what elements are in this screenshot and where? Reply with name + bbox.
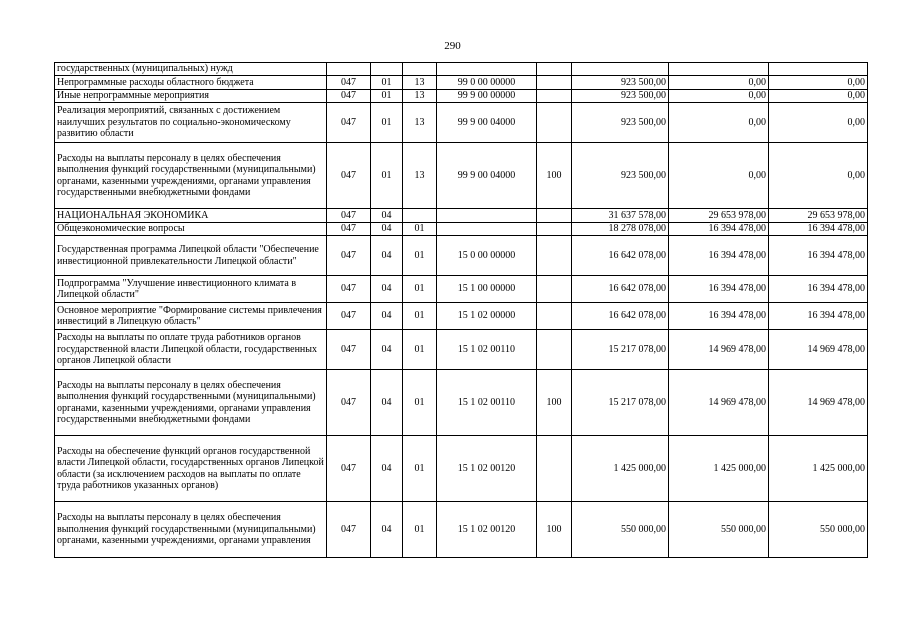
row-section-cell: 04 (371, 436, 403, 502)
row-name-cell: Иные непрограммные мероприятия (55, 90, 327, 103)
row-sum-3-cell: 29 653 978,00 (769, 209, 868, 223)
row-section-cell: 01 (371, 143, 403, 209)
row-target-article-cell (437, 223, 537, 236)
row-sum-1-cell: 16 642 078,00 (572, 276, 669, 303)
row-target-article-cell: 15 0 00 00000 (437, 236, 537, 276)
row-subsection-cell: 01 (403, 236, 437, 276)
row-subsection-cell: 01 (403, 276, 437, 303)
row-target-article-cell (437, 209, 537, 223)
row-sum-1-cell: 923 500,00 (572, 90, 669, 103)
row-sum-3-cell: 16 394 478,00 (769, 276, 868, 303)
row-sum-3-cell: 0,00 (769, 103, 868, 143)
table-row (55, 90, 868, 103)
row-target-article-cell: 99 9 00 04000 (437, 103, 537, 143)
row-name-cell: Подпрограмма "Улучшение инвестиционного климата в Липецкой области" (55, 276, 327, 303)
table-row (55, 63, 868, 76)
row-expense-type-cell (537, 209, 572, 223)
row-subsection-cell: 13 (403, 76, 437, 90)
row-sum-3-cell: 550 000,00 (769, 502, 868, 558)
row-subsection-cell: 01 (403, 436, 437, 502)
row-ved-cell: 047 (327, 209, 371, 223)
row-expense-type-cell: 100 (537, 502, 572, 558)
row-sum-1-cell: 15 217 078,00 (572, 370, 669, 436)
row-name-cell: Государственная программа Липецкой области "Обеспечение инвестиционной привлекательности Липецкой области" (55, 236, 327, 276)
table-row (55, 303, 868, 330)
row-expense-type-cell: 100 (537, 143, 572, 209)
table-row (55, 209, 868, 223)
row-expense-type-cell (537, 303, 572, 330)
row-sum-3-cell: 16 394 478,00 (769, 236, 868, 276)
row-section-cell: 04 (371, 236, 403, 276)
row-name-cell: Расходы на выплаты персоналу в целях обеспечения выполнения функций государственными (муниципальными) органами, казенными учреждениями, органами управления государственными внебюджетными фондами (55, 143, 327, 209)
row-sum-1-cell: 923 500,00 (572, 143, 669, 209)
row-sum-3-cell: 0,00 (769, 76, 868, 90)
row-sum-3-cell: 0,00 (769, 143, 868, 209)
row-sum-2-cell: 16 394 478,00 (669, 223, 769, 236)
row-subsection-cell: 13 (403, 90, 437, 103)
row-section-cell: 04 (371, 330, 403, 370)
row-expense-type-cell (537, 223, 572, 236)
row-section-cell: 04 (371, 209, 403, 223)
row-name-cell: Расходы на выплаты по оплате труда работников органов государственной власти Липецкой области, государственных органов Липецкой области (55, 330, 327, 370)
row-ved-cell: 047 (327, 370, 371, 436)
row-sum-2-cell: 29 653 978,00 (669, 209, 769, 223)
row-subsection-cell: 13 (403, 103, 437, 143)
row-section-cell: 01 (371, 90, 403, 103)
row-target-article-cell: 15 1 02 00110 (437, 330, 537, 370)
row-expense-type-cell (537, 103, 572, 143)
table-row (55, 370, 868, 436)
row-sum-2-cell: 0,00 (669, 143, 769, 209)
table-row (55, 436, 868, 502)
row-sum-1-cell (572, 63, 669, 76)
row-sum-3-cell: 16 394 478,00 (769, 303, 868, 330)
row-subsection-cell: 01 (403, 502, 437, 558)
row-expense-type-cell (537, 276, 572, 303)
row-expense-type-cell (537, 436, 572, 502)
row-ved-cell: 047 (327, 143, 371, 209)
row-sum-1-cell: 923 500,00 (572, 76, 669, 90)
row-sum-3-cell: 16 394 478,00 (769, 223, 868, 236)
row-expense-type-cell: 100 (537, 370, 572, 436)
row-target-article-cell: 15 1 02 00000 (437, 303, 537, 330)
row-sum-1-cell: 1 425 000,00 (572, 436, 669, 502)
row-target-article-cell: 99 9 00 00000 (437, 90, 537, 103)
row-name-cell: государственных (муниципальных) нужд (55, 63, 327, 76)
row-sum-3-cell: 14 969 478,00 (769, 370, 868, 436)
table-row (55, 143, 868, 209)
row-section-cell (371, 63, 403, 76)
row-sum-3-cell: 14 969 478,00 (769, 330, 868, 370)
row-target-article-cell (437, 63, 537, 76)
table-row (55, 502, 868, 558)
row-sum-2-cell: 550 000,00 (669, 502, 769, 558)
row-expense-type-cell (537, 330, 572, 370)
row-ved-cell: 047 (327, 436, 371, 502)
row-expense-type-cell (537, 90, 572, 103)
row-subsection-cell: 01 (403, 370, 437, 436)
row-target-article-cell: 99 9 00 04000 (437, 143, 537, 209)
row-ved-cell: 047 (327, 76, 371, 90)
row-sum-1-cell: 16 642 078,00 (572, 236, 669, 276)
row-ved-cell: 047 (327, 236, 371, 276)
row-sum-1-cell: 923 500,00 (572, 103, 669, 143)
row-ved-cell: 047 (327, 502, 371, 558)
row-ved-cell: 047 (327, 330, 371, 370)
row-name-cell: Расходы на выплаты персоналу в целях обеспечения выполнения функций государственными (муниципальными) органами, казенными учреждениями, органами управления (55, 502, 327, 558)
row-target-article-cell: 15 1 00 00000 (437, 276, 537, 303)
row-section-cell: 04 (371, 370, 403, 436)
row-section-cell: 04 (371, 502, 403, 558)
table-body (55, 63, 868, 558)
row-name-cell: Непрограммные расходы областного бюджета (55, 76, 327, 90)
row-sum-1-cell: 18 278 078,00 (572, 223, 669, 236)
row-subsection-cell: 01 (403, 223, 437, 236)
table-row (55, 103, 868, 143)
budget-table (54, 62, 868, 558)
row-section-cell: 01 (371, 103, 403, 143)
row-name-cell: НАЦИОНАЛЬНАЯ ЭКОНОМИКА (55, 209, 327, 223)
row-sum-1-cell: 31 637 578,00 (572, 209, 669, 223)
row-sum-2-cell: 16 394 478,00 (669, 276, 769, 303)
row-sum-3-cell: 0,00 (769, 90, 868, 103)
row-sum-3-cell (769, 63, 868, 76)
row-target-article-cell: 15 1 02 00120 (437, 502, 537, 558)
row-ved-cell: 047 (327, 276, 371, 303)
row-ved-cell: 047 (327, 103, 371, 143)
row-subsection-cell (403, 209, 437, 223)
row-sum-3-cell: 1 425 000,00 (769, 436, 868, 502)
row-ved-cell: 047 (327, 303, 371, 330)
row-name-cell: Основное мероприятие "Формирование системы привлечения инвестиций в Липецкую область" (55, 303, 327, 330)
row-section-cell: 04 (371, 276, 403, 303)
row-target-article-cell: 15 1 02 00110 (437, 370, 537, 436)
table-row (55, 236, 868, 276)
row-subsection-cell: 13 (403, 143, 437, 209)
row-target-article-cell: 15 1 02 00120 (437, 436, 537, 502)
row-sum-2-cell: 14 969 478,00 (669, 370, 769, 436)
row-subsection-cell: 01 (403, 330, 437, 370)
row-sum-2-cell: 16 394 478,00 (669, 236, 769, 276)
row-target-article-cell: 99 0 00 00000 (437, 76, 537, 90)
row-expense-type-cell (537, 76, 572, 90)
table-row (55, 76, 868, 90)
row-subsection-cell (403, 63, 437, 76)
row-sum-2-cell: 0,00 (669, 76, 769, 90)
table-row (55, 223, 868, 236)
row-name-cell: Общеэкономические вопросы (55, 223, 327, 236)
row-sum-2-cell: 16 394 478,00 (669, 303, 769, 330)
row-subsection-cell: 01 (403, 303, 437, 330)
table-row (55, 330, 868, 370)
row-sum-2-cell: 0,00 (669, 103, 769, 143)
page-number: 290 (444, 40, 461, 52)
row-sum-1-cell: 15 217 078,00 (572, 330, 669, 370)
row-name-cell: Расходы на обеспечение функций органов государственной власти Липецкой области, государственных органов Липецкой области (за исключением расходов на выплаты по оплате труда работников указанных органов) (55, 436, 327, 502)
row-expense-type-cell (537, 63, 572, 76)
row-section-cell: 01 (371, 76, 403, 90)
row-sum-1-cell: 550 000,00 (572, 502, 669, 558)
row-section-cell: 04 (371, 223, 403, 236)
row-name-cell: Реализация мероприятий, связанных с достижением наилучших результатов по социально-экономическому развитию области (55, 103, 327, 143)
row-ved-cell: 047 (327, 223, 371, 236)
row-sum-2-cell (669, 63, 769, 76)
row-sum-1-cell: 16 642 078,00 (572, 303, 669, 330)
row-expense-type-cell (537, 236, 572, 276)
row-ved-cell (327, 63, 371, 76)
row-name-cell: Расходы на выплаты персоналу в целях обеспечения выполнения функций государственными (муниципальными) органами, казенными учреждениями, органами управления государственными внебюджетными фондами (55, 370, 327, 436)
row-sum-2-cell: 14 969 478,00 (669, 330, 769, 370)
table-row (55, 276, 868, 303)
row-ved-cell: 047 (327, 90, 371, 103)
row-sum-2-cell: 0,00 (669, 90, 769, 103)
row-section-cell: 04 (371, 303, 403, 330)
row-sum-2-cell: 1 425 000,00 (669, 436, 769, 502)
